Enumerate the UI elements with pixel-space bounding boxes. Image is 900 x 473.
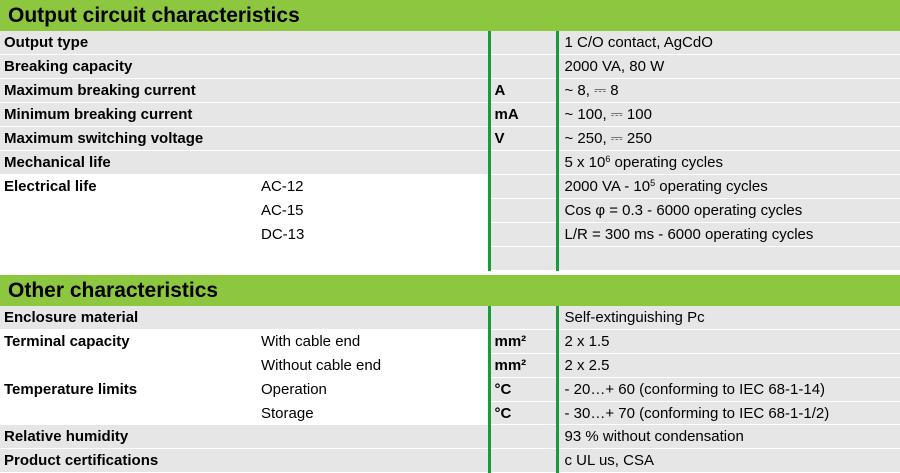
table-row — [0, 127, 900, 151]
row-unit: mA — [489, 103, 557, 127]
row-sublabel — [257, 79, 489, 103]
table-row — [0, 306, 900, 330]
row-unit: °C — [489, 401, 557, 425]
row-label: Output type — [0, 31, 257, 55]
row-label: Maximum switching voltage — [0, 127, 257, 151]
row-sublabel: With cable end — [257, 329, 489, 353]
row-sublabel: DC-13 — [257, 222, 489, 246]
row-sublabel: AC-12 — [257, 174, 489, 198]
row-sublabel: Storage — [257, 401, 489, 425]
table-row-spacer — [0, 246, 900, 270]
row-sublabel — [257, 425, 489, 449]
table-row — [0, 401, 900, 425]
section-title: Output circuit characteristics — [0, 0, 900, 31]
table-row — [0, 222, 900, 246]
row-sublabel: Operation — [257, 377, 489, 401]
row-unit: mm² — [489, 329, 557, 353]
table-row — [0, 329, 900, 353]
value-exponent: 6 — [605, 153, 611, 164]
table-row — [0, 174, 900, 198]
row-unit — [489, 55, 557, 79]
value-text: 5 x 10 — [564, 153, 606, 171]
row-label — [0, 198, 257, 222]
row-label: Terminal capacity — [0, 329, 257, 353]
row-sublabel — [257, 103, 489, 127]
row-value: ~ 8, ⎓ 8 — [557, 79, 900, 103]
row-unit — [489, 449, 557, 473]
row-unit: mm² — [489, 353, 557, 377]
row-label: Electrical life — [0, 174, 257, 198]
row-label: Enclosure material — [0, 306, 257, 330]
row-value: 1 C/O contact, AgCdO — [557, 31, 900, 55]
row-value: ~ 250, ⎓ 250 — [557, 127, 900, 151]
row-unit — [489, 425, 557, 449]
row-value: Self-extinguishing Pc — [557, 306, 900, 330]
table-row — [0, 425, 900, 449]
value-text: operating cycles — [610, 153, 723, 171]
row-unit — [489, 222, 557, 246]
row-sublabel — [257, 55, 489, 79]
row-unit — [489, 31, 557, 55]
row-value: 2 x 2.5 — [557, 353, 900, 377]
row-label: Mechanical life — [0, 150, 257, 174]
row-value — [557, 150, 900, 174]
row-unit — [489, 150, 557, 174]
other-characteristics-section — [0, 275, 900, 473]
row-unit: V — [489, 127, 557, 151]
row-value: 2000 VA, 80 W — [557, 55, 900, 79]
table-row — [0, 103, 900, 127]
table-row — [0, 449, 900, 473]
row-value: c UL us, CSA — [557, 449, 900, 473]
row-value: L/R = 300 ms - 6000 operating cycles — [557, 222, 900, 246]
row-sublabel: AC-15 — [257, 198, 489, 222]
row-label — [0, 401, 257, 425]
row-value: 93 % without condensation — [557, 425, 900, 449]
table-row — [0, 150, 900, 174]
row-label — [0, 222, 257, 246]
row-sublabel — [257, 150, 489, 174]
row-sublabel: Without cable end — [257, 353, 489, 377]
row-unit — [489, 174, 557, 198]
row-value: 2 x 1.5 — [557, 329, 900, 353]
row-sublabel — [257, 449, 489, 473]
value-exponent: 5 — [650, 177, 656, 188]
row-label: Maximum breaking current — [0, 79, 257, 103]
row-label: Product certifications — [0, 449, 257, 473]
row-unit — [489, 198, 557, 222]
row-value — [557, 174, 900, 198]
other-characteristics-table — [0, 306, 900, 473]
row-label — [0, 353, 257, 377]
row-label: Relative humidity — [0, 425, 257, 449]
row-label: Temperature limits — [0, 377, 257, 401]
row-value: - 20…+ 60 (conforming to IEC 68-1-14) — [557, 377, 900, 401]
table-row — [0, 79, 900, 103]
row-sublabel — [257, 127, 489, 151]
row-value: ~ 100, ⎓ 100 — [557, 103, 900, 127]
row-unit: A — [489, 79, 557, 103]
table-row — [0, 55, 900, 79]
row-unit: °C — [489, 377, 557, 401]
row-sublabel — [257, 31, 489, 55]
section-title: Other characteristics — [0, 275, 900, 306]
row-sublabel — [257, 306, 489, 330]
value-text: 2000 VA - 10 — [564, 177, 651, 195]
table-row — [0, 377, 900, 401]
table-row — [0, 198, 900, 222]
table-row — [0, 353, 900, 377]
row-value: Cos φ = 0.3 - 6000 operating cycles — [557, 198, 900, 222]
value-text: operating cycles — [655, 177, 768, 195]
row-value: - 30…+ 70 (conforming to IEC 68-1-1/2) — [557, 401, 900, 425]
table-row — [0, 31, 900, 55]
row-label: Minimum breaking current — [0, 103, 257, 127]
row-unit — [489, 306, 557, 330]
row-label: Breaking capacity — [0, 55, 257, 79]
output-circuit-table — [0, 31, 900, 271]
